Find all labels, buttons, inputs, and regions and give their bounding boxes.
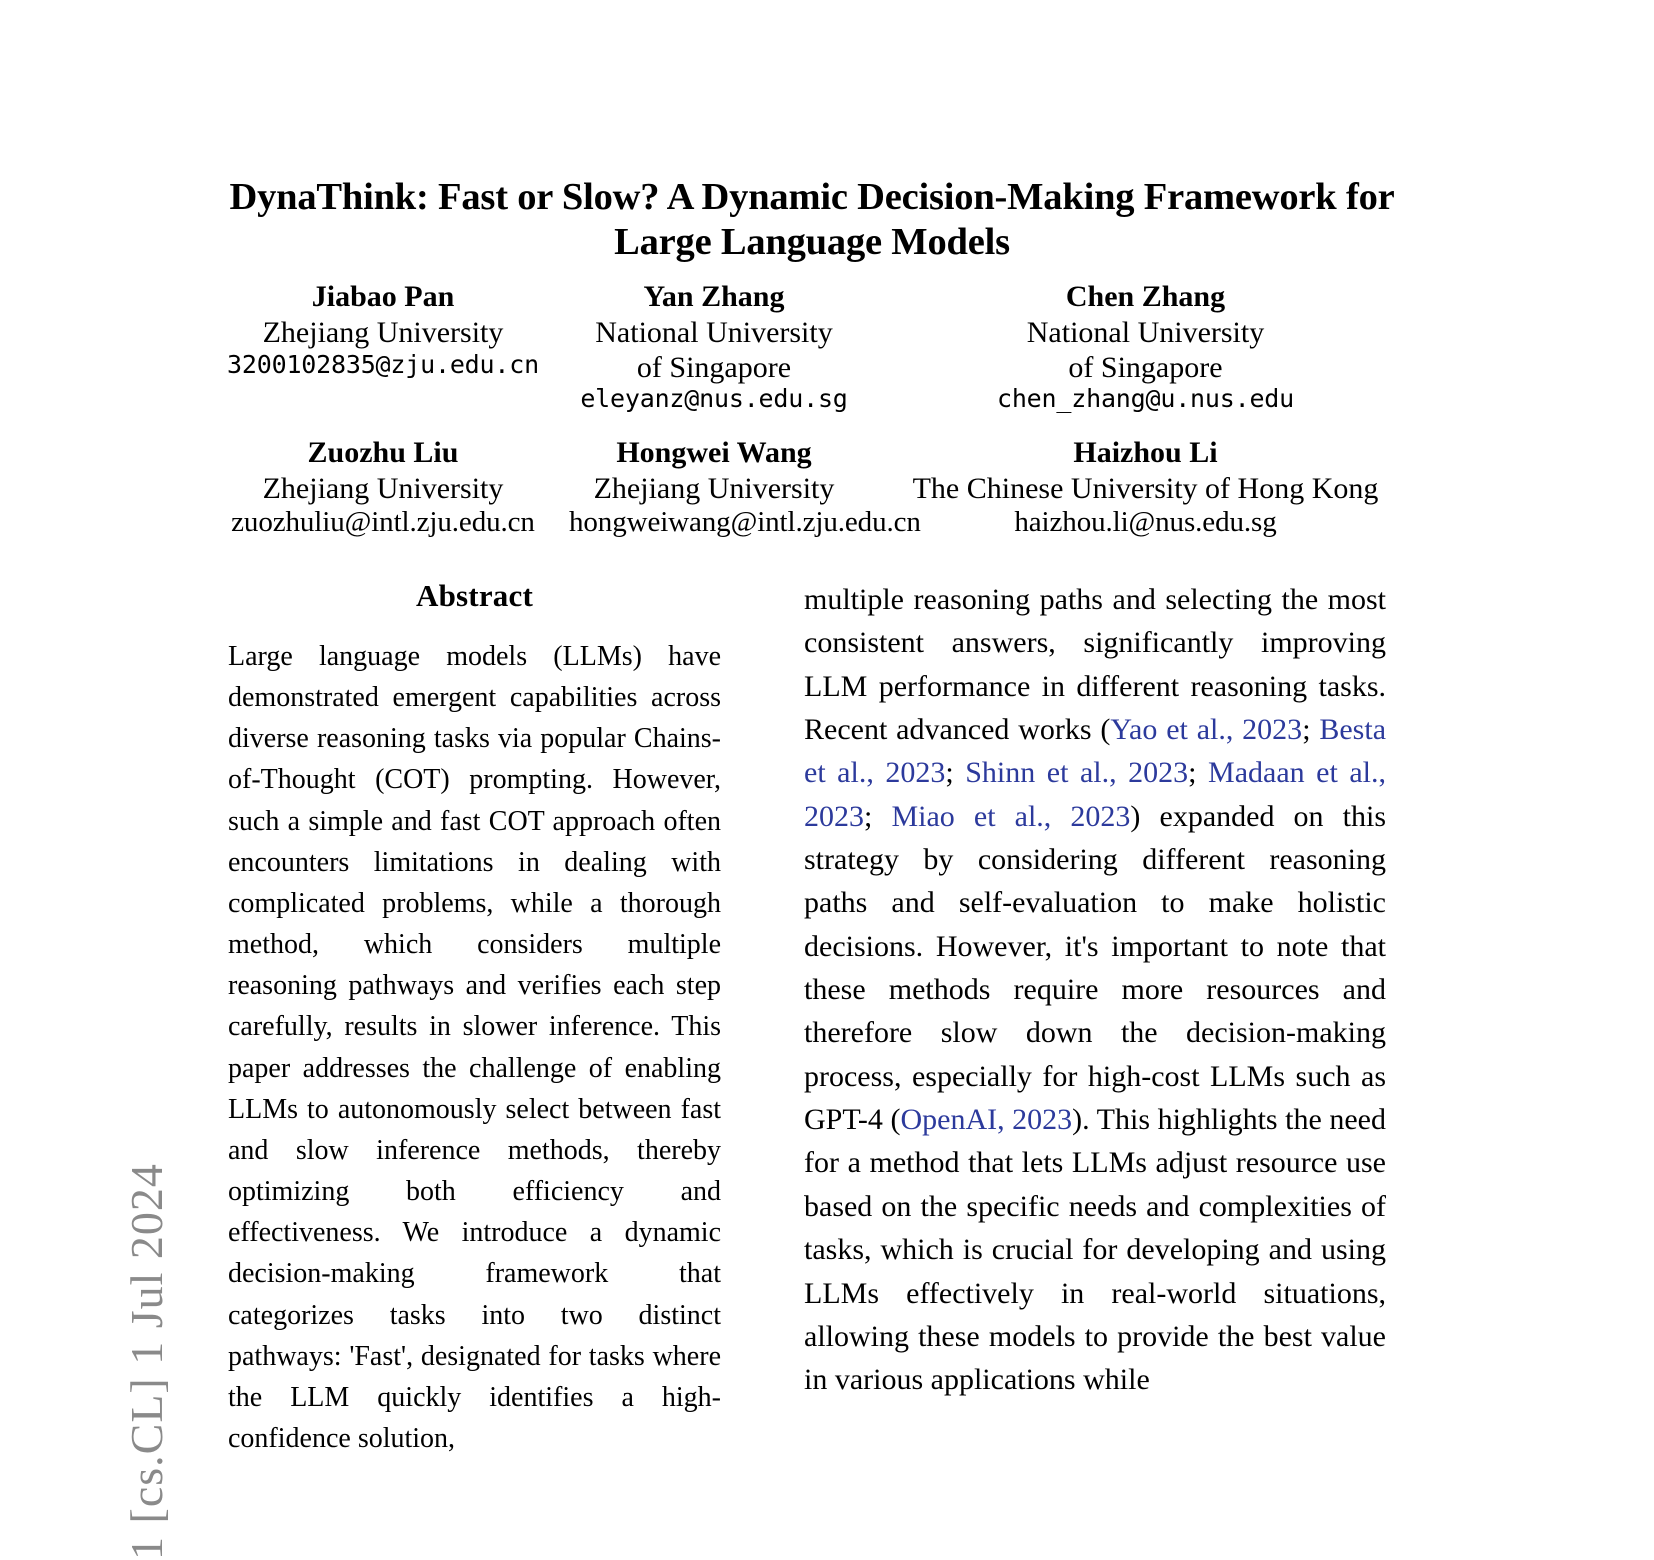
author-email: haizhou.li@nus.edu.sg <box>1014 506 1277 539</box>
citation-separator: ; <box>1302 713 1320 747</box>
citation-separator: ; <box>1188 756 1209 790</box>
citation-separator: ; <box>864 799 892 833</box>
author-affiliation: National University <box>1026 316 1265 350</box>
author-row <box>197 280 1432 414</box>
introduction-text <box>804 578 1386 1402</box>
author-affiliation: Zhejiang University <box>593 472 835 505</box>
author-email: chen_zhang@u.nus.edu <box>996 384 1295 414</box>
author-cell-yan-zhang <box>569 280 859 414</box>
title-block <box>197 175 1427 265</box>
author-affiliation-line2: of Singapore <box>636 350 792 384</box>
author-cell-zuozhu-liu <box>197 436 569 540</box>
author-email: zuozhuliu@intl.zju.edu.cn <box>231 506 535 539</box>
citation-link-besta[interactable]: Besta et al., 2023 <box>804 713 1387 790</box>
author-email: 3200102835@zju.edu.cn <box>227 349 539 379</box>
author-row <box>197 436 1432 540</box>
citation-link-miao[interactable]: Miao et al., 2023 <box>891 799 1131 833</box>
citation-link-madaan[interactable]: Madaan et al., 2023 <box>804 756 1386 833</box>
author-cell-chen-zhang <box>859 280 1432 414</box>
arxiv-stamp-text: 1 [cs.CL] 1 Jul 2024 <box>121 1163 172 1560</box>
author-email: hongweiwang@intl.zju.edu.cn <box>569 506 921 539</box>
author-affiliation: National University <box>595 316 833 350</box>
citation-separator: ; <box>945 756 966 790</box>
author-name: Hongwei Wang <box>616 435 812 469</box>
author-name: Jiabao Pan <box>311 280 455 313</box>
abstract-heading: Abstract <box>416 578 533 613</box>
intro-part-1: multiple reasoning paths and selecting the most consistent answers, significantly improving LLM performance in different reasoning tasks. Recent advanced works ( <box>804 583 1386 747</box>
citation-link-shinn[interactable]: Shinn et al., 2023 <box>965 756 1189 790</box>
author-affiliation: The Chinese University of Hong Kong <box>912 472 1379 505</box>
page-title: DynaThink: Fast or Slow? A Dynamic Decision-Making Framework for Large Language Models <box>229 176 1395 264</box>
author-name: Chen Zhang <box>1065 280 1226 313</box>
abstract-text: Large language models (LLMs) have demonstrated emergent capabilities across diverse reasoning tasks via popular Chains-of-Thought (COT) prompting. However, such a simple and fast COT approach often encounters limitations in dealing with complicated problems, while a thorough method, which considers multiple reasoning pathways and verifies each step carefully, results in slower inference. This paper addresses the challenge of enabling LLMs to autonomously select between fast and slow inference methods, thereby optimizing both efficiency and effectiveness. We introduce a dynamic decision-making framework that categorizes tasks into two distinct pathways: 'Fast', designated for tasks where the LLM quickly identifies a high-confidence solution, <box>228 641 721 1454</box>
author-cell-jiabao-pan <box>197 280 569 414</box>
intro-part-3: ). This highlights the need for a method that lets LLMs adjust resource use based on the specific needs and complexities of tasks, which is crucial for developing and using LLMs effectively in real-world situations, allowing these models to provide the best value in various applications while <box>804 1103 1386 1397</box>
arxiv-stamp <box>0 0 172 1560</box>
author-affiliation-line2: of Singapore <box>1068 350 1223 384</box>
abstract-column <box>228 578 721 1459</box>
authors-block <box>197 280 1432 540</box>
author-affiliation: Zhejiang University <box>262 316 504 350</box>
intro-part-2: ) expanded on this strategy by considering different reasoning paths and self-evaluation to make holistic decisions. However, it's important to note that these methods require more resources and therefore slow down the decision-making process, especially for high-cost LLMs such as GPT-4 ( <box>804 799 1387 1137</box>
author-name: Haizhou Li <box>1073 435 1218 469</box>
citation-link-openai[interactable]: OpenAI, 2023 <box>900 1103 1073 1137</box>
author-email: eleyanz@nus.edu.sg <box>580 384 848 414</box>
author-affiliation: Zhejiang University <box>262 472 504 505</box>
author-cell-hongwei-wang <box>569 435 921 540</box>
citation-link-yao[interactable]: Yao et al., 2023 <box>1110 713 1303 747</box>
author-name: Yan Zhang <box>643 280 785 313</box>
author-name: Zuozhu Liu <box>307 435 459 469</box>
author-cell-haizhou-li <box>859 436 1432 540</box>
introduction-column <box>804 578 1386 1402</box>
